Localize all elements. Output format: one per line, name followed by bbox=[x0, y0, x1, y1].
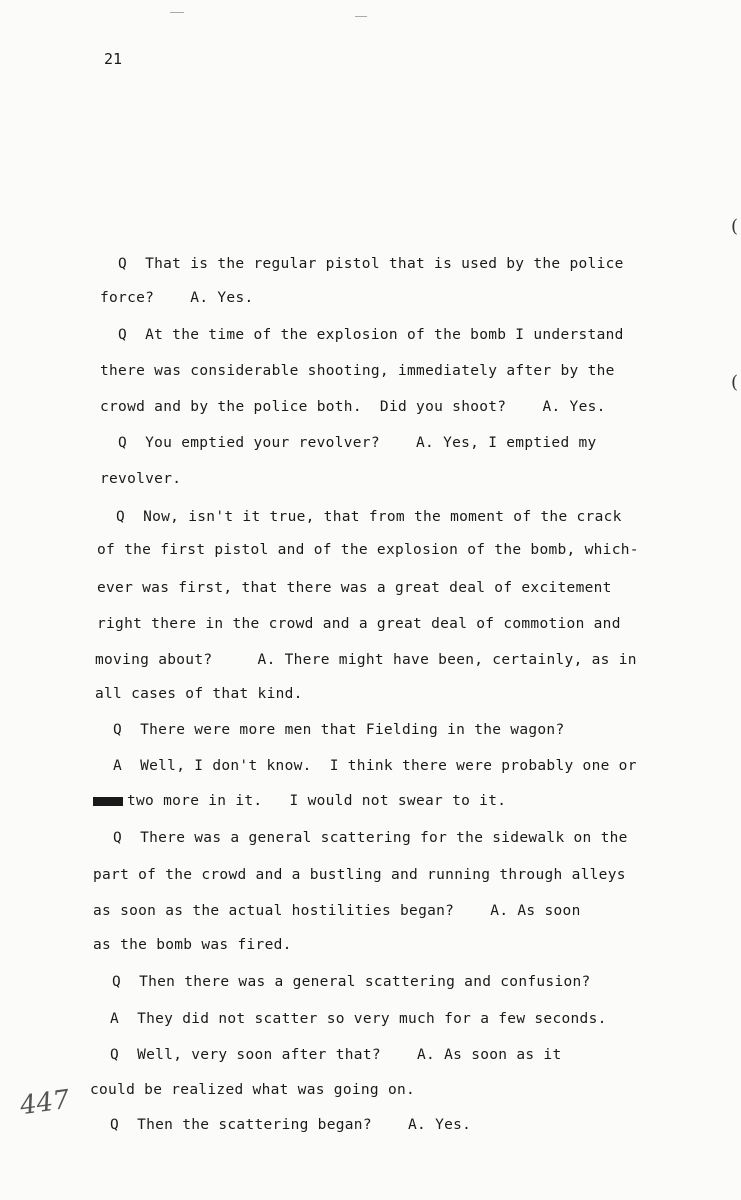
transcript-line: Q Then the scattering began? A. Yes. bbox=[110, 1117, 472, 1133]
transcript-line-with-strikeout bbox=[93, 793, 506, 809]
top-smudge bbox=[170, 12, 184, 13]
margin-mark: ( bbox=[731, 216, 739, 237]
transcript-line: as the bomb was fired. bbox=[93, 937, 292, 953]
transcript-line: A Well, I don't know. I think there were probably one or bbox=[113, 758, 637, 774]
transcript-line: as soon as the actual hostilities began? A. As soon bbox=[93, 903, 581, 919]
transcript-line: of the first pistol and of the explosion of the bomb, which- bbox=[97, 542, 639, 558]
transcript-line: Q Then there was a general scattering and confusion? bbox=[112, 974, 591, 990]
transcript-line: Q Well, very soon after that? A. As soon as it bbox=[110, 1047, 562, 1063]
transcript-line: revolver. bbox=[100, 471, 182, 487]
transcript-line: force? A. Yes. bbox=[100, 290, 254, 306]
transcript-line: Q You emptied your revolver? A. Yes, I emptied my bbox=[118, 435, 597, 451]
transcript-line: ever was first, that there was a great deal of excitement bbox=[97, 580, 612, 596]
margin-mark: ( bbox=[731, 372, 739, 393]
transcript-line: A They did not scatter so very much for a few seconds. bbox=[110, 1011, 607, 1027]
transcript-line: Q Now, isn't it true, that from the moment of the crack bbox=[116, 509, 622, 525]
page-number: 21 bbox=[104, 50, 123, 68]
handwritten-notation: 447 bbox=[18, 1084, 72, 1122]
transcript-line: could be realized what was going on. bbox=[90, 1082, 416, 1098]
transcript-line: crowd and by the police both. Did you shoot? A. Yes. bbox=[100, 399, 606, 415]
transcript-line: moving about? A. There might have been, certainly, as in bbox=[95, 652, 637, 668]
transcript-line: right there in the crowd and a great deal of commotion and bbox=[97, 616, 621, 632]
transcript-line: all cases of that kind. bbox=[95, 686, 303, 702]
transcript-line: Q That is the regular pistol that is used by the police bbox=[118, 256, 624, 272]
transcript-line: there was considerable shooting, immediately after by the bbox=[100, 363, 615, 379]
transcript-line: Q There was a general scattering for the sidewalk on the bbox=[113, 830, 628, 846]
transcript-line: part of the crowd and a bustling and running through alleys bbox=[93, 867, 626, 883]
typed-strikeout bbox=[93, 797, 123, 806]
top-smudge bbox=[355, 16, 367, 17]
transcript-line-text: two more in it. I would not swear to it. bbox=[127, 793, 507, 809]
transcript-line: Q There were more men that Fielding in the wagon? bbox=[113, 722, 565, 738]
transcript-line: Q At the time of the explosion of the bomb I understand bbox=[118, 327, 624, 343]
